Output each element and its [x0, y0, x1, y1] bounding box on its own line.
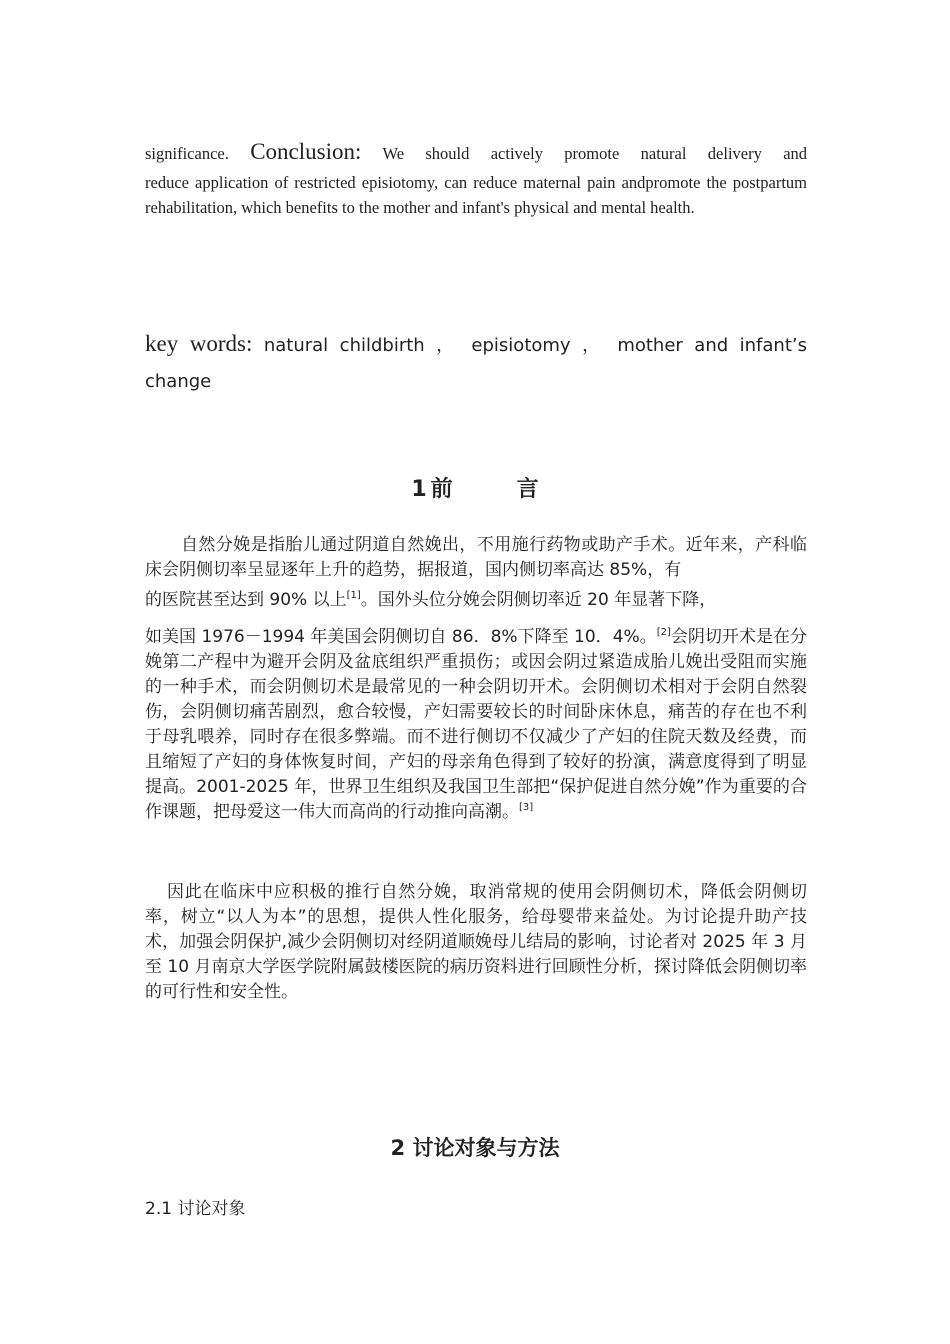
reference-2: [2] — [656, 627, 671, 638]
abstract-conclusion — [145, 136, 807, 220]
section-1-paragraph-1 — [145, 533, 807, 825]
para1-part-a: 自然分娩是指胎儿通过阴道自然娩出，不用施行药物或助产手术。近年来，产科临床会阴侧切率呈显逐年上升的趋势，据报道，国内侧切率高达 85%，有 — [145, 535, 807, 580]
section-1-number: 1 — [411, 477, 429, 502]
abstract-lead: significance. — [145, 144, 229, 163]
para2-text: 因此在临床中应积极的推行自然分娩，取消常规的使用会阴侧切术，降低会阴侧切率，树立“以人为本”的思想，提供人性化服务，给母婴带来益处。为讨论提升助产技术，加强会阴保护,减少会阴侧切对经阴道顺娩母儿结局的影响，讨论者对 2025 年 3 月至 10 月南京大学医学院附属鼓楼医院的病历资料进行回顾性分析，探讨降低会阴侧切率的可行性和安全性。 — [145, 882, 807, 1002]
keywords-label: key words: — [145, 331, 253, 356]
keywords-text: natural childbirth ， episiotomy ， mother and infant’s — [263, 335, 807, 356]
conclusion-text: reduce application of restricted episiotomy, can reduce maternal pain andpromote the postpartum rehabilitation, which benefits to the mother and infant's physical and mental health. — [145, 173, 807, 217]
keywords-line-1 — [145, 326, 807, 364]
abstract-line-1 — [145, 136, 807, 170]
reference-1: [1] — [346, 590, 361, 601]
section-1-heading — [0, 472, 950, 503]
keywords-line-2: change — [145, 371, 212, 392]
para1-text-b: 的医院甚至达到 90% 以上 — [145, 590, 347, 610]
section-2-heading: 2 讨论对象与方法 — [390, 1136, 560, 1160]
para1-text-d: 如美国 1976－1994 年美国会阴侧切自 86．8%下降至 10．4%。 — [145, 627, 657, 647]
section-1-paragraph-2 — [145, 880, 807, 1005]
keywords — [145, 326, 807, 400]
section-1-title-part1: 前 — [430, 477, 453, 502]
section-1-title-part2: 言 — [516, 477, 539, 502]
para1-part-b — [145, 583, 807, 618]
para1-part-d — [145, 625, 807, 825]
reference-3: [3] — [519, 802, 534, 813]
conclusion-label: Conclusion: — [250, 139, 362, 164]
subsection-2-1-heading: 2.1 讨论对象 — [145, 1199, 246, 1219]
para1-text-c: 。国外头位分娩会阴侧切率近 20 年显著下降， — [360, 590, 717, 610]
para1-text-e: 会阴切开术是在分娩第二产程中为避开会阴及盆底组织严重损伤；或因会阴过紧造成胎儿娩出受阻而实施的一种手术，而会阴侧切术是最常见的一种会阴切开术。会阴侧切术相对于会阴自然裂伤，会阴侧切痛苦剧烈，愈合较慢，产妇需要较长的时间卧床休息，痛苦的存在也不利于母乳喂养，同时存在很多弊端。而不进行侧切不仅减少了产妇的住院天数及经费，而且缩短了产妇的身体恢复时间，产妇的母亲角色得到了较好的扮演，满意度得到了明显提高。2001-2025 年，世界卫生组织及我国卫生部把“保护促进自然分娩”作为重要的合作课题，把母爱这一伟大而高尚的行动推向高潮。 — [145, 627, 807, 822]
conclusion-line1: We should actively promote natural delivery and — [382, 144, 808, 163]
